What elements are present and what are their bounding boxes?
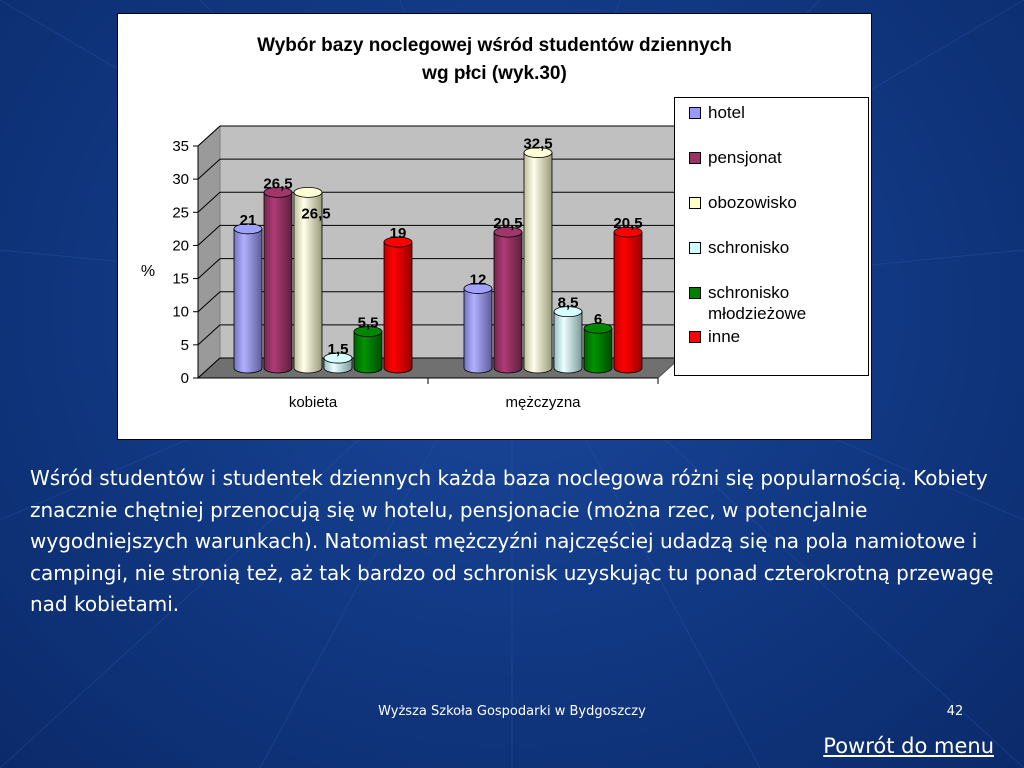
legend-label: hotel xyxy=(708,103,745,122)
bar-top xyxy=(294,187,322,197)
legend-swatch xyxy=(689,331,701,343)
bar-hotel xyxy=(464,288,492,373)
y-tick-label: 35 xyxy=(172,138,189,155)
data-label: 20,5 xyxy=(493,215,523,233)
data-label: 32,5 xyxy=(523,135,553,153)
y-tick-label: 10 xyxy=(172,303,189,321)
legend-item xyxy=(689,102,858,123)
chart-title-line1: Wybór bazy noclegowej wśród studentów dziennych xyxy=(257,35,732,56)
y-tick-label: 0 xyxy=(180,370,189,387)
y-tick-label: 5 xyxy=(180,336,189,354)
legend-item xyxy=(689,282,858,324)
legend-swatch xyxy=(689,242,701,254)
bar-pensjonat xyxy=(264,192,292,373)
legend-label: inne xyxy=(708,327,741,346)
footer-school-name: Wyższa Szkoła Gospodarki w Bydgoszczy xyxy=(378,704,646,719)
x-tick-label: mężczyzna xyxy=(505,394,581,411)
legend-item xyxy=(689,237,858,258)
bar-inne xyxy=(384,242,412,373)
legend-item xyxy=(689,326,858,347)
legend-label: pensjonat xyxy=(708,148,782,167)
chart-legend xyxy=(674,97,869,376)
chart-frame xyxy=(117,13,872,440)
bar-schronisko xyxy=(554,312,582,373)
data-label: 8,5 xyxy=(557,294,579,312)
data-label: 1,5 xyxy=(327,341,349,359)
legend-swatch xyxy=(689,107,701,119)
legend-swatch xyxy=(689,197,701,209)
data-label: 26,5 xyxy=(301,205,331,223)
legend-label: obozowisko xyxy=(708,193,797,212)
bar-pensjonat xyxy=(494,232,522,373)
y-axis-label: % xyxy=(140,263,156,280)
legend-item xyxy=(689,147,858,168)
legend-swatch xyxy=(689,287,701,299)
y-tick-label: 30 xyxy=(172,171,189,189)
data-label: 12 xyxy=(469,271,487,289)
bar-hotel xyxy=(234,229,262,373)
y-tick-label: 20 xyxy=(172,237,189,255)
legend-swatch xyxy=(689,152,701,164)
data-label: 20,5 xyxy=(613,215,643,233)
chart-title-line2: wg płci (wyk.30) xyxy=(422,63,567,84)
description-text: Wśród studentów i studentek dziennych każda baza noclegowa różni się popularnością. Kobiety znacznie chętniej przenocują się w hotelu, pensjonacie (można rzec, w potencjalnie wygodniejszych warunkach). Natomiast mężczyźni najczęściej udadzą się na pola namiotowe i campingi, nie stronią też, aż tak bardzo od schronisk uzyskując tu ponad czterokrotną przewagę nad kobietami. xyxy=(30,466,994,616)
back-to-menu-link[interactable]: Powrót do menu xyxy=(823,734,994,758)
legend-label: schronisko młodzieżowe xyxy=(708,283,807,323)
x-tick-label: kobieta xyxy=(288,394,338,411)
data-label: 26,5 xyxy=(263,175,293,193)
bar-schronisko-młodzieżowe xyxy=(354,332,382,373)
bar-schronisko-młodzieżowe xyxy=(584,328,612,373)
legend-item xyxy=(689,192,858,213)
data-label: 5,5 xyxy=(357,314,379,332)
y-tick-label: 25 xyxy=(172,204,189,222)
data-label: 21 xyxy=(239,211,257,229)
data-label: 19 xyxy=(389,225,407,243)
chart-side-wall xyxy=(198,126,220,378)
bar-inne xyxy=(614,232,642,373)
data-label: 6 xyxy=(593,311,603,329)
footer-page-number: 42 xyxy=(946,704,964,719)
legend-label: schronisko xyxy=(708,238,790,257)
y-tick-label: 15 xyxy=(172,270,189,288)
bar-obozowisko xyxy=(524,153,552,373)
